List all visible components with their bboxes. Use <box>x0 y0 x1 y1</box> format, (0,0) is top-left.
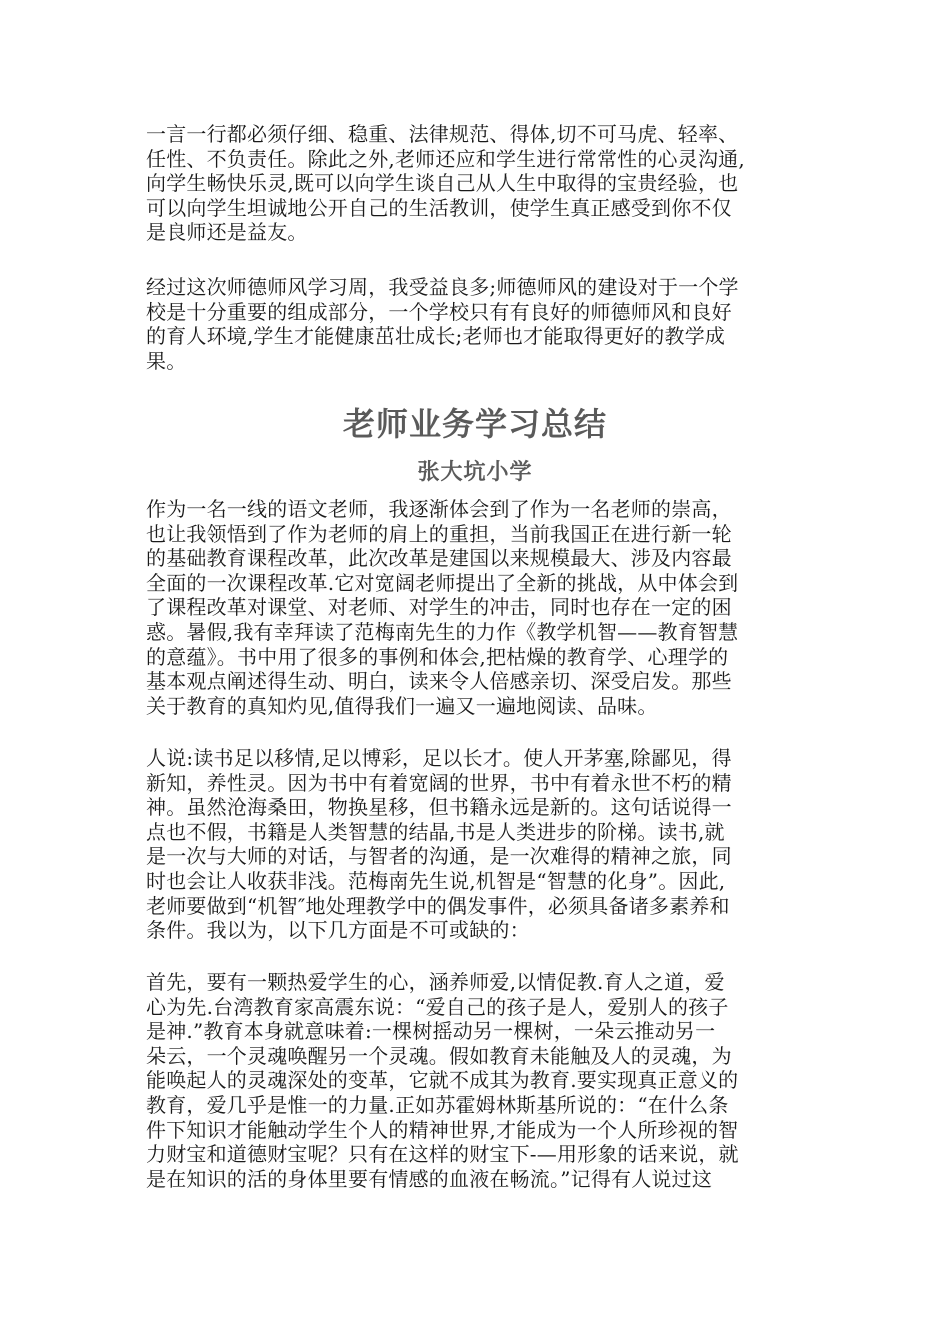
paragraph-line: 时也会让人收获非浅。范梅南先生说,机智是“智慧的化身”。因此, <box>146 868 726 893</box>
paragraph-line: 教育，爱几乎是惟一的力量.正如苏霍姆林斯基所说的：“在什么条 <box>146 1092 729 1117</box>
paragraph-line: 是在知识的活的身体里要有情感的血液在畅流。”记得有人说过这 <box>146 1166 713 1191</box>
paragraph-line: 了课程改革对课堂、对老师、对学生的冲击，同时也存在一定的困 <box>146 595 732 620</box>
paragraph-line: 是神.”教育本身就意味着:一棵树摇动另一棵树，一朵云推动另一 <box>146 1019 716 1044</box>
paragraph-line: 神。虽然沧海桑田，物换星移，但书籍永远是新的。这句话说得一 <box>146 795 732 820</box>
paragraph-line: 也让我领悟到了作为老师的肩上的重担，当前我国正在进行新一轮 <box>146 521 732 546</box>
paragraph-line: 关于教育的真知灼见,值得我们一遍又一遍地阅读、品味。 <box>146 693 658 718</box>
paragraph-line: 惑。暑假,我有幸拜读了范梅南先生的力作《教学机智——教育智慧 <box>146 619 739 644</box>
paragraph-line: 经过这次师德师风学习周，我受益良多;师德师风的建设对于一个学 <box>146 275 739 299</box>
paragraph-line: 校是十分重要的组成部分，一个学校只有有良好的师德师风和良好 <box>146 299 732 324</box>
paragraph-5 <box>146 970 806 1191</box>
paragraph-line: 力财宝和道德财宝呢？只有在这样的财宝下-—用形象的话来说，就 <box>146 1142 739 1167</box>
paragraph-line: 是一次与大师的对话，与智者的沟通，是一次难得的精神之旅，同 <box>146 844 732 869</box>
paragraph-line: 点也不假，书籍是人类智慧的结晶,书是人类进步的阶梯。读书,就 <box>146 819 725 844</box>
paragraph-line: 的意蕴》。书中用了很多的事例和体会,把枯燥的教育学、心理学的 <box>146 644 729 669</box>
document-title: 老师业务学习总结 <box>342 405 607 443</box>
paragraph-line: 的育人环境,学生才能健康茁壮成长;老师也才能取得更好的教学成 <box>146 324 726 349</box>
paragraph-line: 一言一行都必须仔细、稳重、法律规范、得体,切不可马虎、轻率、 <box>146 122 739 146</box>
paragraph-line: 条件。我以为，以下几方面是不可或缺的： <box>146 918 530 943</box>
paragraph-line: 果。 <box>146 348 187 373</box>
paragraph-line: 向学生畅快乐灵,既可以向学生谈自己从人生中取得的宝贵经验，也 <box>146 171 739 196</box>
paragraph-line: 人说:读书足以移情,足以博彩，足以长才。使人开茅塞,除鄙见，得 <box>146 746 732 770</box>
paragraph-line: 首先，要有一颗热爱学生的心，涵养师爱,以情促教.育人之道，爱 <box>146 970 725 994</box>
paragraph-line: 的基础教育课程改革，此次改革是建国以来规模最大、涉及内容最 <box>146 546 732 571</box>
paragraph-line: 新知，养性灵。因为书中有着宽阔的世界，书中有着永世不朽的精 <box>146 770 732 795</box>
paragraph-line: 是良师还是益友。 <box>146 220 308 245</box>
paragraph-2 <box>146 275 806 373</box>
paragraph-3 <box>146 497 806 718</box>
paragraph-line: 任性、不负责任。除此之外,老师还应和学生进行常常性的心灵沟通, <box>146 146 745 171</box>
paragraph-line: 可以向学生坦诚地公开自己的生活教训，使学生真正感受到你不仅 <box>146 195 732 220</box>
paragraph-4 <box>146 746 806 943</box>
paragraph-line: 件下知识才能触动学生个人的精神世界,才能成为一个人所珍视的智 <box>146 1117 739 1142</box>
paragraph-1 <box>146 122 806 245</box>
paragraph-line: 能唤起人的灵魂深处的变革，它就不成其为教育.要实现真正意义的 <box>146 1068 739 1093</box>
paragraph-line: 基本观点阐述得生动、明白，读来令人倍感亲切、深受启发。那些 <box>146 669 732 694</box>
paragraph-line: 朵云，一个灵魂唤醒另一个灵魂。假如教育未能触及人的灵魂，为 <box>146 1043 732 1068</box>
paragraph-line: 心为先.台湾教育家高震东说：“爱自己的孩子是人，爱别人的孩子 <box>146 994 729 1019</box>
document-subtitle: 张大坑小学 <box>417 460 533 485</box>
paragraph-line: 全面的一次课程改革.它对宽阔老师提出了全新的挑战，从中体会到 <box>146 570 739 595</box>
paragraph-line: 作为一名一线的语文老师，我逐渐体会到了作为一名老师的崇高， <box>146 497 732 521</box>
paragraph-line: 老师要做到“机智″地处理教学中的偶发事件，必须具备诸多素养和 <box>146 893 730 918</box>
